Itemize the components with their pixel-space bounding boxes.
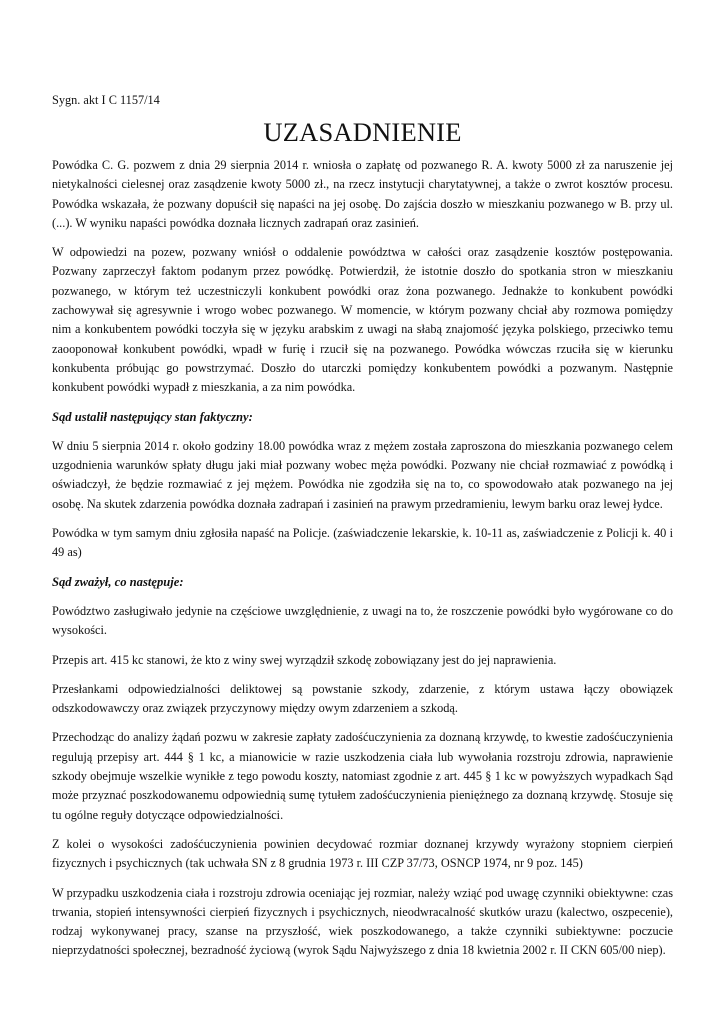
- paragraph: Powódka C. G. pozwem z dnia 29 sierpnia 2014 r. wniosła o zapłatę od pozwanego R. A. kwoty 5000 zł za naruszenie jej nietykalności cielesnej oraz zasądzenie kwoty 5000 zł., na rzecz instytucji charytatywnej, a także o zwrot kosztów procesu. Powódka wskazała, że pozwany dopuścił się napaści na jej osobę. Do zajścia doszło w mieszkaniu pozwanego w B. przy ul. (...). W wyniku napaści powódka doznała licznych zadrapań oraz zasinień.: [52, 158, 673, 230]
- paragraph: W dniu 5 sierpnia 2014 r. około godziny 18.00 powódka wraz z mężem została zaproszona do mieszkania pozwanego celem uzgodnienia warunków spłaty długu jaki miał pozwany wobec męża powódki. Pozwany nie chciał rozmawiać z powódką i oświadczył, że będzie rozmawiać z jej mężem. Powódka nie zgodziła się na to, co spowodowało atak pozwanego na jej osobę. Na skutek zdarzenia powódka doznała zadrapań i zasinień na prawym przedramieniu, lewym barku oraz lewej łydce.: [52, 438, 673, 511]
- section-heading: Sąd ustalił następujący stan faktyczny:: [52, 409, 253, 424]
- section-heading: Sąd zważył, co następuje:: [52, 574, 184, 589]
- paragraph: W odpowiedzi na pozew, pozwany wniósł o oddalenie powództwa w całości oraz zasądzenie kosztów postępowania. Pozwany zaprzeczył faktom podanym przez powódkę. Potwierdził, że istotnie doszło do spotkania stron w mieszkaniu pozwanego, w którym też uczestniczyli konkubent powódki oraz żona pozwanego. Jednakże to konkubent powódki zachowywał się agresywnie i wrogo wobec pozwanego. W momencie, w którym pozwany chciał aby rozmowa pomiędzy nim a konkubentem powódki toczyła się w języku arabskim z uwagi na słabą znajomość języka polskiego, przeciwko temu zaooponował konkubent powódki, wpadł w furię i rzucił się na pozwanego. Powódka wówczas rzuciła się w kierunku konkubenta próbując go powstrzymać. Doszło do utarczki pomiędzy konkubentem powódki a pozwanym. Następnie konkubent powódki wypadł z mieszkania, a za nim powódka.: [52, 245, 673, 395]
- paragraph: Przesłankami odpowiedzialności deliktowej są powstanie szkody, zdarzenie, z którym ustawa łączy obowiązek odszkodowawczy oraz związek przyczynowy między owym zdarzeniem a szkodą.: [52, 681, 673, 716]
- paragraph: W przypadku uszkodzenia ciała i rozstroju zdrowia oceniając jej rozmiar, należy wziąć pod uwagę czynniki obiektywne: czas trwania, stopień intensywności cierpień fizycznych i psychicznych, nieodwracalność skutków urazu (kalectwo, oszpecenie), rodzaj wykonywanej pracy, szanse na przyszłość, wiek poszkodowanego, a także czynniki subiektywne: poczucie nieprzydatności społecznej, bezradność życiową (wyrok Sądu Najwyższego z dnia 18 kwietnia 2002 r. II CKN 605/00 niep).: [52, 885, 673, 958]
- case-signature: Sygn. akt I C 1157/14: [52, 93, 160, 107]
- paragraph: Powództwo zasługiwało jedynie na częściowe uwzględnienie, z uwagi na to, że roszczenie powódki było wygórowane co do wysokości.: [52, 603, 673, 638]
- document-title: UZASADNIENIE: [263, 117, 462, 147]
- paragraph: Z kolei o wysokości zadośćuczynienia powinien decydować rozmiar doznanej krzywdy wyrażony stopniem cierpień fizycznych i psychicznych (tak uchwała SN z 8 grudnia 1973 r. III CZP 37/73, OSNCP 1974, nr 9 poz. 145): [52, 836, 673, 871]
- document-page: [52, 92, 673, 971]
- paragraph: Przepis art. 415 kc stanowi, że kto z winy swej wyrządził szkodę zobowiązany jest do jej naprawienia.: [52, 652, 557, 667]
- paragraph: Powódka w tym samym dniu zgłosiła napaść na Policje. (zaświadczenie lekarskie, k. 10-11 as, zaświadczenie z Policji k. 40 i 49 as): [52, 526, 673, 560]
- paragraph: Przechodząc do analizy żądań pozwu w zakresie zapłaty zadośćuczynienia za doznaną krzywdę, to kwestie zadośćuczynienia regulują przepisy art. 444 § 1 kc, a mianowicie w razie uszkodzenia ciała lub wywołania rozstroju zdrowia, naprawienie szkody obejmuje wszelkie wynikłe z tego powodu koszty, natomiast zgodnie z art. 445 § 1 kc w powyższych wypadkach Sąd może przyznać poszkodowanemu odpowiednią sumę tytułem zadośćuczynienia pieniężnego za doznaną krzywdę. Stosuje się tu ogólne reguły dotyczące odpowiedzialności.: [52, 730, 673, 822]
